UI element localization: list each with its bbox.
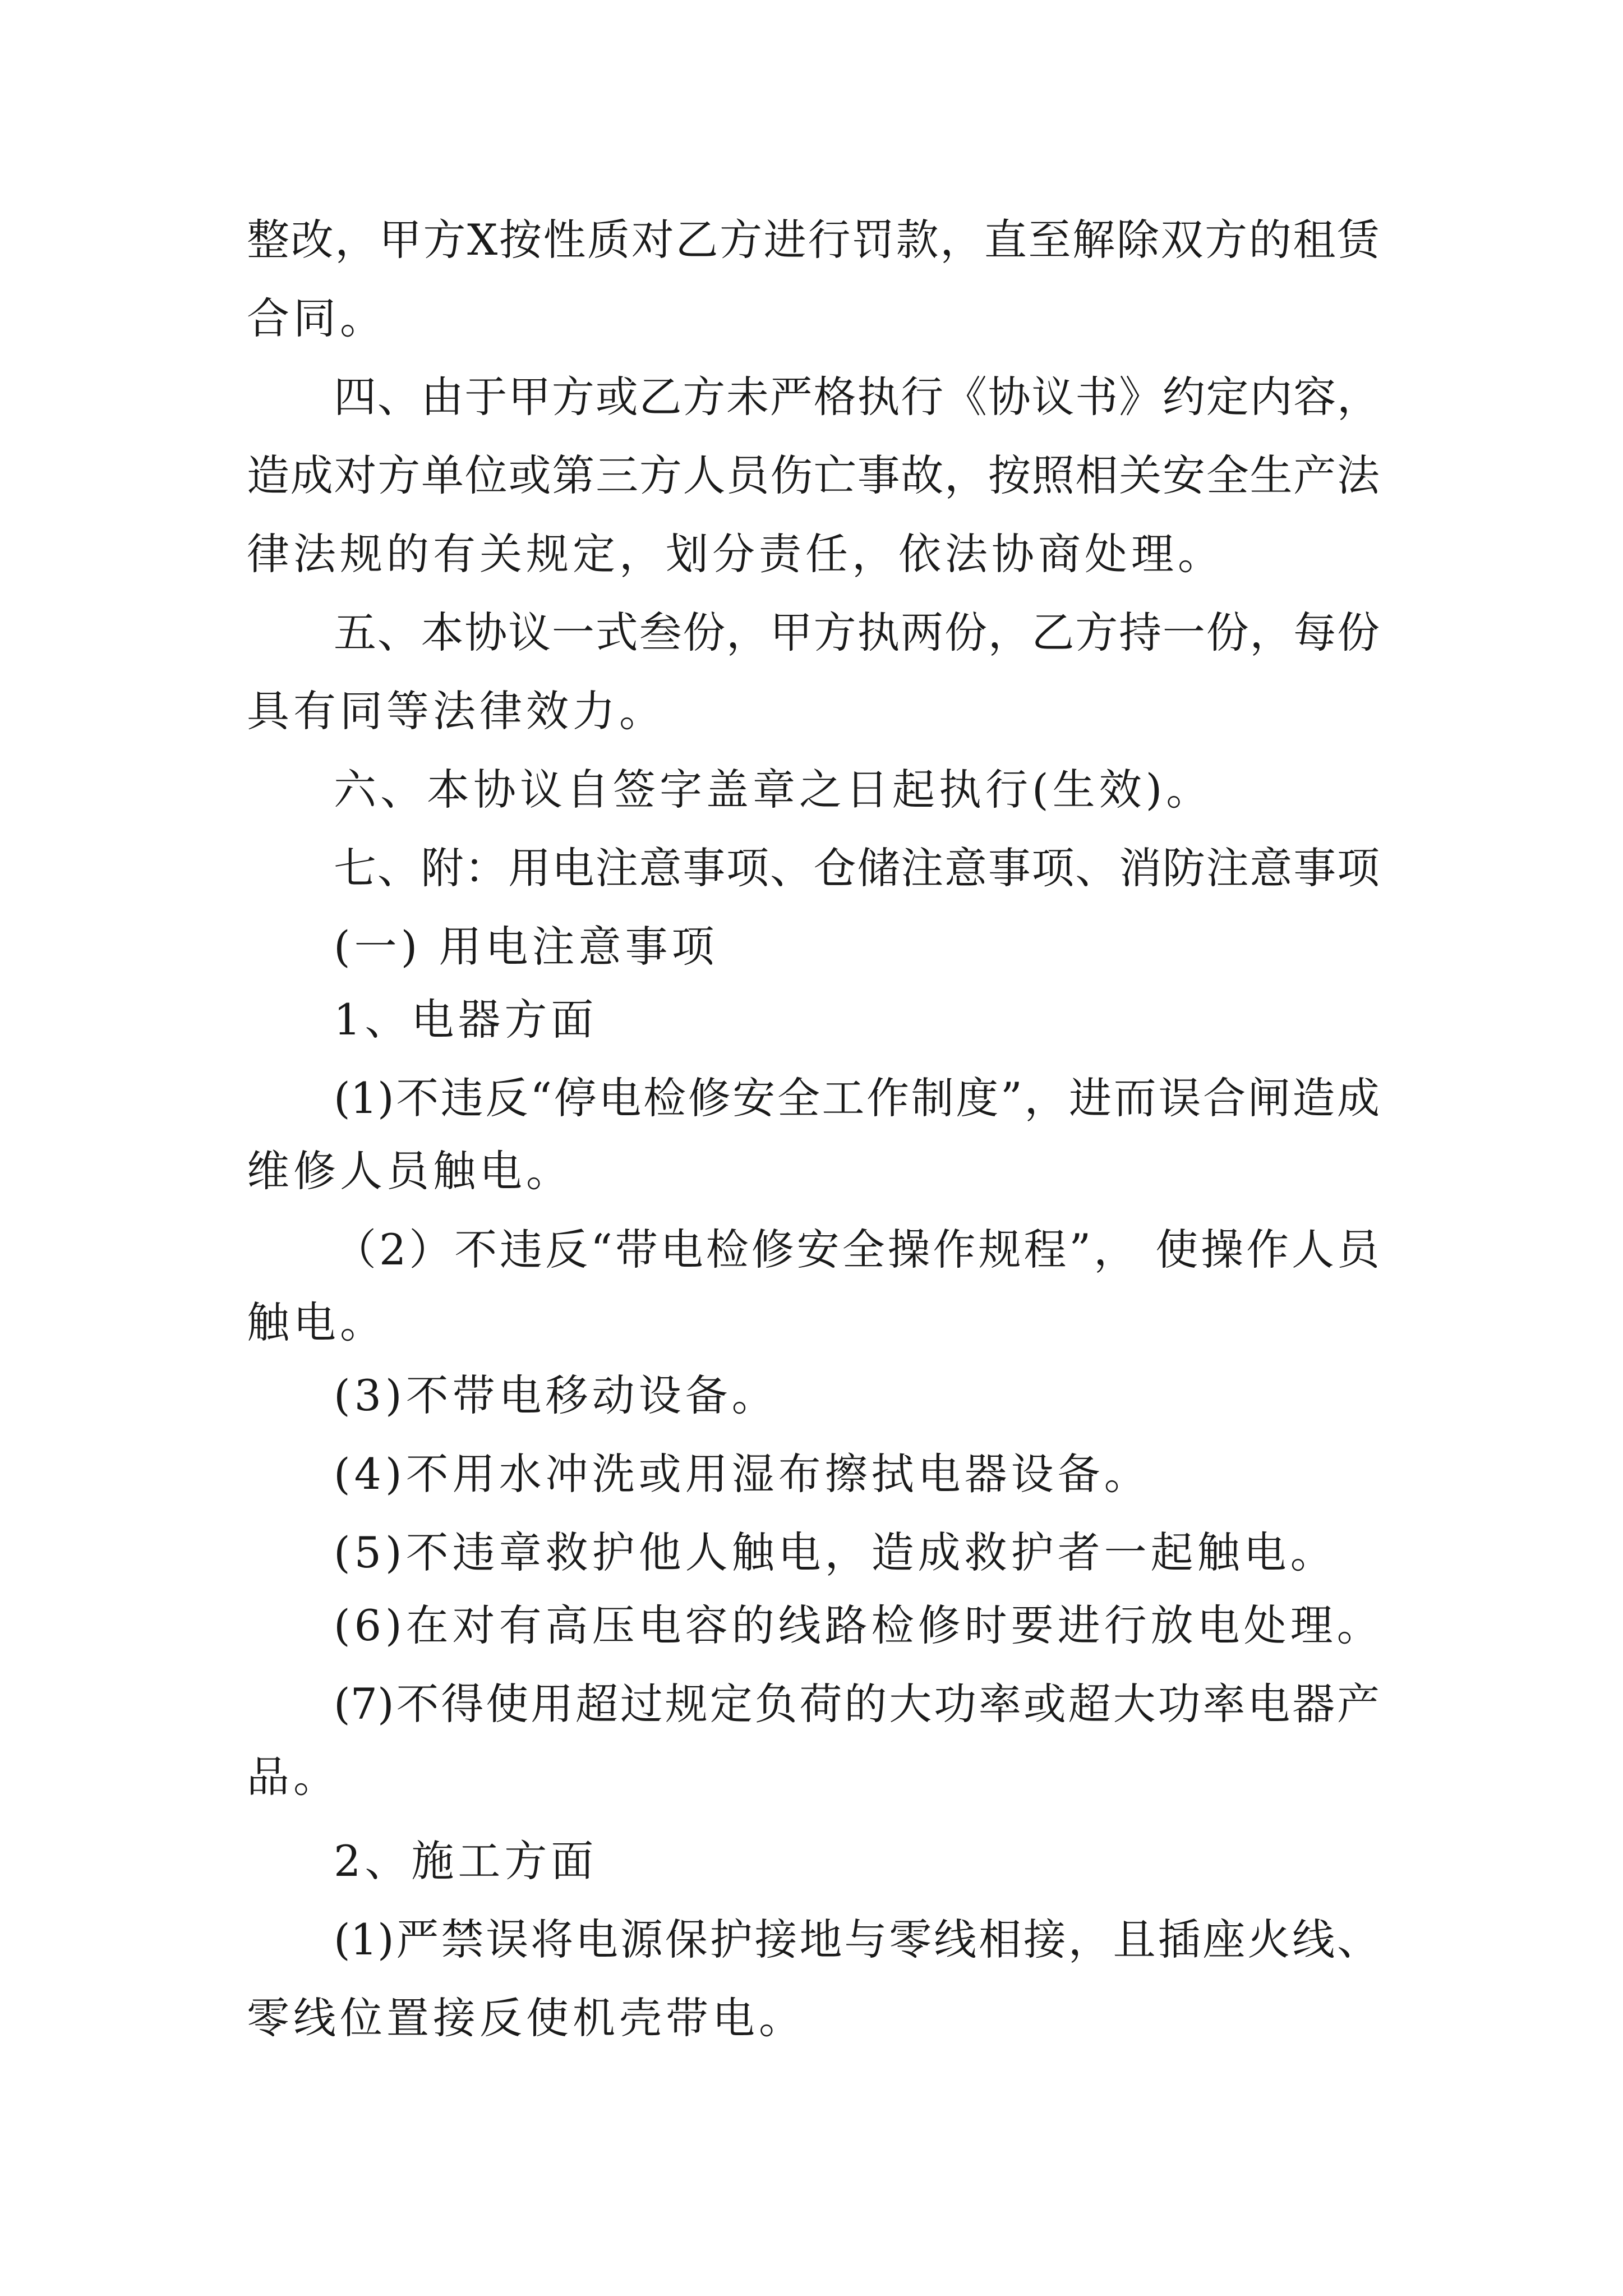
text-line: 触电。 [247,1297,386,1347]
text-line: 合同。 [247,293,386,343]
text-line: (6)在对有高压电容的线路检修时要进行放电处理。 [334,1600,1384,1650]
text-line: 2、施工方面 [334,1836,598,1886]
text-line: 1、电器方面 [334,995,598,1045]
text-line: 零线位置接反使机壳带电。 [247,1993,805,2043]
text-line: 造成对方单位或第三方人员伤亡事故，按照相关安全生产法 [247,450,1380,500]
text-line: (7)不得使用超过规定负荷的大功率或超大功率电器产 [334,1679,1380,1729]
text-line: (5)不违章救护他人触电，造成救护者一起触电。 [334,1527,1337,1577]
text-line: 五、本协议一式叁份，甲方执两份，乙方持一份，每份 [334,608,1380,657]
text-line: 具有同等法律效力。 [247,686,666,736]
text-line: 律法规的有关规定，划分责任，依法协商处理。 [247,529,1224,579]
text-line: 品。 [247,1752,340,1802]
text-line: （2）不违反“带电检修安全操作规程”， 使操作人员 [334,1225,1380,1274]
text-line: 七、附：用电注意事项、仓储注意事项、消防注意事项 [334,843,1380,893]
text-line: 四、由于甲方或乙方未严格执行《协议书》约定内容， [334,372,1380,422]
text-line: (一) 用电注意事项 [334,922,718,972]
text-line: 整改，甲方X按性质对乙方进行罚款，直至解除双方的租赁 [247,215,1380,265]
text-line: 六、本协议自签字盖章之日起执行(生效)。 [334,765,1213,815]
text-line: (1)严禁误将电源保护接地与零线相接，且插座火线、 [334,1915,1380,1964]
text-line: (3)不带电移动设备。 [334,1370,778,1420]
text-line: (4)不用水冲洗或用湿布擦拭电器设备。 [334,1449,1151,1499]
text-line: (1)不违反“停电检修安全工作制度”，进而误合闸造成 [334,1073,1380,1123]
text-line: 维修人员触电。 [247,1146,573,1196]
